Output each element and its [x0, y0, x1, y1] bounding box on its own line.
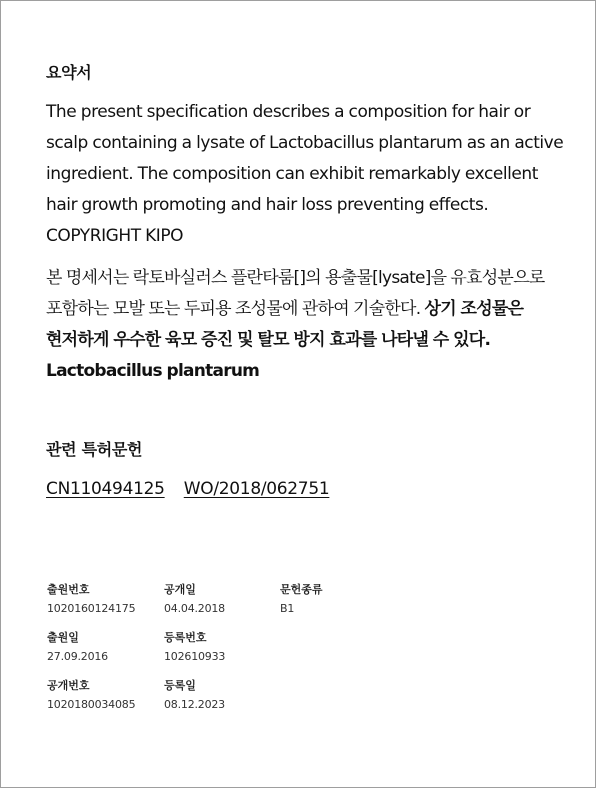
- empty-cell-2: [280, 677, 400, 715]
- registration-date-label: 등록일: [164, 679, 196, 692]
- related-patents-list: [46, 476, 566, 502]
- application-date-cell: [47, 629, 164, 667]
- bibliographic-metadata: [47, 581, 467, 715]
- application-number-value: 1020160124175: [47, 602, 136, 615]
- publication-number-label: 공개번호: [47, 679, 90, 692]
- registration-date-cell: [164, 677, 280, 715]
- abstract-english: The present specification describes a composition for hair or scalp containing a lysate of Lactobacillus plantarum as an active ingredient. The composition can exhibit remarkably excellent hair growth promoting and hair loss preventing effects. COPYRIGHT KIPO: [46, 102, 564, 246]
- main-content: [46, 59, 566, 502]
- abstract-korean-line-3: 현저하게 우수한 육모 증진 및 탈모 방지 효과를 나타낼 수 있다.: [46, 330, 491, 350]
- document-type-label: 문헌종류: [280, 583, 323, 596]
- publication-number-value: 1020180034085: [47, 698, 136, 711]
- publication-number-cell: [47, 677, 164, 715]
- registration-date-value: 08.12.2023: [164, 698, 225, 711]
- application-number-cell: [47, 581, 164, 619]
- abstract-korean-line-4: Lactobacillus plantarum: [46, 361, 260, 381]
- registration-number-cell: [164, 629, 280, 667]
- abstract-korean-line-1: 본 명세서는 락토바실러스 플란타룸[]의 용출물[lysate]을 유효성분으로: [46, 268, 545, 288]
- document-type-cell: [280, 581, 400, 619]
- abstract-korean-line-2: [46, 294, 566, 325]
- patent-link-wo[interactable]: WO/2018/062751: [183, 479, 330, 499]
- abstract-title: 요약서: [46, 63, 92, 82]
- publication-date-cell: [164, 581, 280, 619]
- related-patents-title: 관련 특허문헌: [46, 440, 143, 459]
- registration-number-label: 등록번호: [164, 631, 207, 644]
- abstract-korean-line-2-bold: 상기 조성물은: [424, 299, 524, 319]
- application-number-label: 출원번호: [47, 583, 90, 596]
- abstract-korean-line-2-plain: 포함하는 모발 또는 두피용 조성물에 관하여 기술한다.: [46, 299, 425, 319]
- patent-link-cn[interactable]: CN110494125: [46, 479, 165, 499]
- application-date-label: 출원일: [47, 631, 79, 644]
- publication-date-label: 공개일: [164, 583, 196, 596]
- empty-cell-1: [280, 629, 400, 667]
- publication-date-value: 04.04.2018: [164, 602, 225, 615]
- document-type-value: B1: [280, 602, 295, 615]
- application-date-value: 27.09.2016: [47, 650, 108, 663]
- abstract-korean: [46, 263, 566, 387]
- metadata-grid: [47, 581, 467, 715]
- registration-number-value: 102610933: [164, 650, 226, 663]
